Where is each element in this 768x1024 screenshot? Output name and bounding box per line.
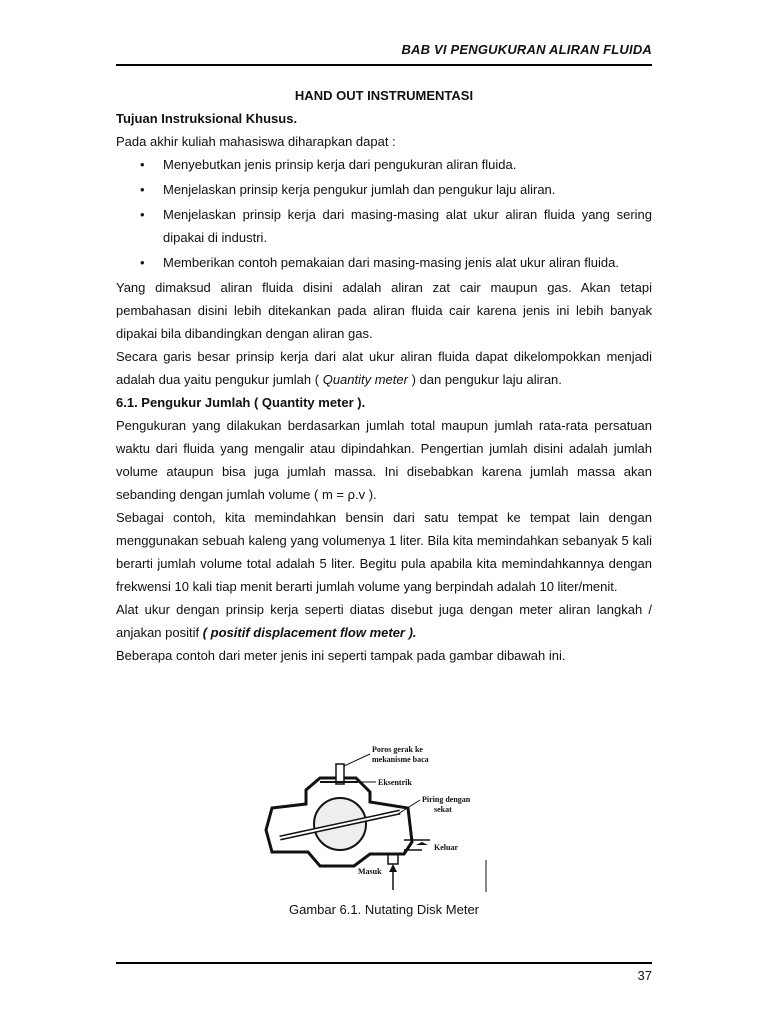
bullet-icon: • bbox=[140, 157, 145, 172]
bullet-icon: • bbox=[140, 255, 145, 270]
figure-caption: Gambar 6.1. Nutating Disk Meter bbox=[288, 902, 480, 917]
section-heading: 6.1. Pengukur Jumlah ( Quantity meter ). bbox=[116, 395, 366, 410]
bullet-icon: • bbox=[140, 207, 145, 222]
header-rule bbox=[116, 64, 652, 66]
label-masuk: Masuk bbox=[358, 867, 382, 876]
paragraph-example: Sebagai contoh, kita memindahkan bensin dari satu tempat ke tempat lain dengan menggunakan sebuah kaleng yang volumenya 1 liter. Bila kita memindahkan sebanyak 5 kali berarti jumlah volume total adalah 5 liter. Begitu pula apabila kita memindahkannya dengan frekwensi 10 kali tiap menit berarti jumlah volume yang berpindah adalah 10 liter/menit. bbox=[116, 510, 652, 594]
label-poros-1: Poros gerak ke bbox=[372, 745, 423, 754]
list-item: • Menyebutkan jenis prinsip kerja dari pengukuran aliran fluida. bbox=[116, 153, 652, 176]
label-eksentrik: Eksentrik bbox=[378, 778, 412, 787]
document-title: HAND OUT INSTRUMENTASI bbox=[294, 88, 474, 103]
label-piring-2: sekat bbox=[434, 805, 452, 814]
outlet-arrow-icon bbox=[416, 842, 428, 845]
label-piring-1: Piring dengan bbox=[422, 795, 471, 804]
list-item: • Memberikan contoh pemakaian dari masing-masing jenis alat ukur aliran fluida. bbox=[116, 251, 652, 274]
objectives-list bbox=[116, 153, 652, 274]
nutating-disk-meter-diagram bbox=[258, 742, 490, 894]
label-keluar: Keluar bbox=[434, 843, 458, 852]
page-number: 37 bbox=[637, 968, 652, 983]
list-item: • Menjelaskan prinsip kerja dari masing-masing alat ukur aliran fluida yang sering dipakai di industri. bbox=[116, 203, 652, 249]
label-poros-2: mekanisme baca bbox=[372, 755, 429, 764]
objectives-intro: Pada akhir kuliah mahasiswa diharapkan dapat : bbox=[116, 134, 396, 149]
paragraph-principle-groups: Secara garis besar prinsip kerja dari alat ukur aliran fluida dapat dikelompokkan menjadi adalah dua yaitu pengukur jumlah ( Quantity meter ) dan pengukur laju aliran. bbox=[116, 349, 652, 387]
bullet-icon: • bbox=[140, 182, 145, 197]
list-item: • Menjelaskan prinsip kerja pengukur jumlah dan pengukur laju aliran. bbox=[116, 178, 652, 201]
paragraph-quantity-measurement: Pengukuran yang dilakukan berdasarkan jumlah total maupun jumlah rata-rata persatuan waktu dari fluida yang mengalir atau dipindahkan. Pengertian jumlah disini adalah jumlah volume ataupun bisa juga jumlah massa. Ini disebabkan karena jumlah massa akan sebanding dengan jumlah volume ( m = ρ.v ). bbox=[116, 418, 652, 502]
running-header: BAB VI PENGUKURAN ALIRAN FLUIDA bbox=[401, 42, 652, 57]
paragraph-fluid-definition: Yang dimaksud aliran fluida disini adalah aliran zat cair maupun gas. Akan tetapi pembahasan disini lebih ditekankan pada aliran fluida cair karena jenis ini lebih banyak dipakai bila dibandingkan dengan aliran gas. bbox=[116, 280, 652, 341]
objectives-heading: Tujuan Instruksional Khusus. bbox=[116, 111, 298, 126]
paragraph-figure-intro: Beberapa contoh dari meter jenis ini seperti tampak pada gambar dibawah ini. bbox=[116, 648, 566, 663]
paragraph-displacement-meter: Alat ukur dengan prinsip kerja seperti diatas disebut juga dengan meter aliran langkah / anjakan positif ( positif displacement flow meter ). bbox=[116, 602, 652, 640]
footer-rule bbox=[116, 962, 652, 964]
document-body bbox=[116, 84, 652, 667]
